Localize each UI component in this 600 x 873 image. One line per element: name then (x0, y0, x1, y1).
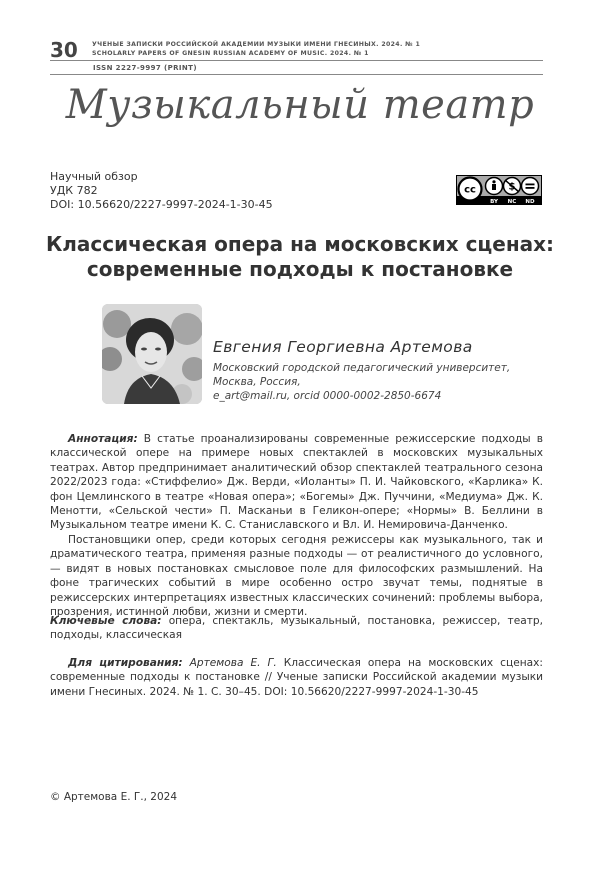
journal-title-en: SCHOLARLY PAPERS OF GNESIN RUSSIAN ACADEMY OF MUSIC. 2024. № 1 (92, 50, 369, 57)
author-contact: e_art@mail.ru, orcid 0000-0002-2850-6674 (213, 389, 441, 403)
doi: DOI: 10.56620/2227-9997-2024-1-30-45 (50, 198, 273, 212)
nd-icon (522, 178, 539, 195)
section-title: Музыкальный театр (0, 82, 600, 128)
keywords (50, 614, 543, 643)
article-title (0, 232, 600, 282)
author-location: Москва, Россия, (213, 375, 301, 389)
journal-title-ru: УЧЕНЫЕ ЗАПИСКИ РОССИЙСКОЙ АКАДЕМИИ МУЗЫКИ ИМЕНИ ГНЕСИНЫХ. 2024. № 1 (92, 41, 420, 48)
author-name: Евгения Георгиевна Артемова (213, 338, 473, 356)
abstract-label: Аннотация: (68, 433, 138, 445)
abstract-text: В статье проанализированы современные режиссерские подходы в классической опере на примере новых спектаклей в московских музыкальных театрах. Автор предпринимает аналитический обзор спектаклей театрального сезона 2022/2023 года: «Стиффелио» Дж. Верди, «Иоланты» П. И. Чайковского, «Карлика» К. фон Цемлинского в театре «Новая опера»; «Богемы» Дж. Пуччини, «Медиума» Дж. К. Менотти, «Сельской чести» П. Масканьи в Геликон-опере; «Нормы» В. Беллини в Музыкальном театре имени К. С. Станиславского и Вл. И. Немировича-Данченко. (50, 433, 543, 531)
header-divider (50, 60, 543, 61)
citation-text: Классическая опера на московских сценах: современные подходы к постановке // Ученые записки Российской академии музыки имени Гнесиных. 2024. № 1. С. 30–45. DOI: 10.56620/2227-9997-2024-1-30-45 (50, 657, 543, 698)
article-type: Научный обзор (50, 170, 138, 184)
article-title-line1: Классическая опера на московских сценах: (0, 232, 600, 257)
abstract (50, 432, 543, 533)
svg-text:$: $ (509, 182, 516, 193)
page-number: 30 (50, 38, 78, 62)
keywords-label: Ключевые слова: (50, 615, 162, 627)
citation-author: Артемова Е. Г. (183, 657, 277, 669)
svg-text:cc: cc (464, 185, 476, 196)
svg-text:ND: ND (525, 199, 535, 205)
issn: ISSN 2227-9997 (PRINT) (93, 64, 197, 72)
issn-divider (50, 74, 543, 75)
svg-text:BY: BY (490, 199, 499, 205)
udk: УДК 782 (50, 184, 98, 198)
citation-label: Для цитирования: (68, 657, 183, 669)
cc-license-badge (456, 175, 542, 205)
abstract-continued: Постановщики опер, среди которых сегодня режиссеры как музыкального, так и драматического театра, применяя разные подходы — от реалистичного до условного, — видят в новых постановках смысловое поле для философских размышлений. На фоне трагических событий в мире особенно остро звучат темы, поднятые в режиссерских интерпретациях известных классических сочинений: проблемы выбора, прозрения, истинной любви, жизни и смерти. (50, 533, 543, 619)
citation (50, 656, 543, 699)
copyright: © Артемова Е. Г., 2024 (50, 791, 177, 803)
author-affiliation: Московский городской педагогический университет, (213, 361, 510, 375)
keywords-text: опера, спектакль, музыкальный, постановка, режиссер, театр, подходы, классическая (50, 615, 543, 641)
author-photo (102, 304, 202, 404)
article-title-line2: современные подходы к постановке (0, 257, 600, 282)
svg-text:NC: NC (508, 199, 517, 205)
